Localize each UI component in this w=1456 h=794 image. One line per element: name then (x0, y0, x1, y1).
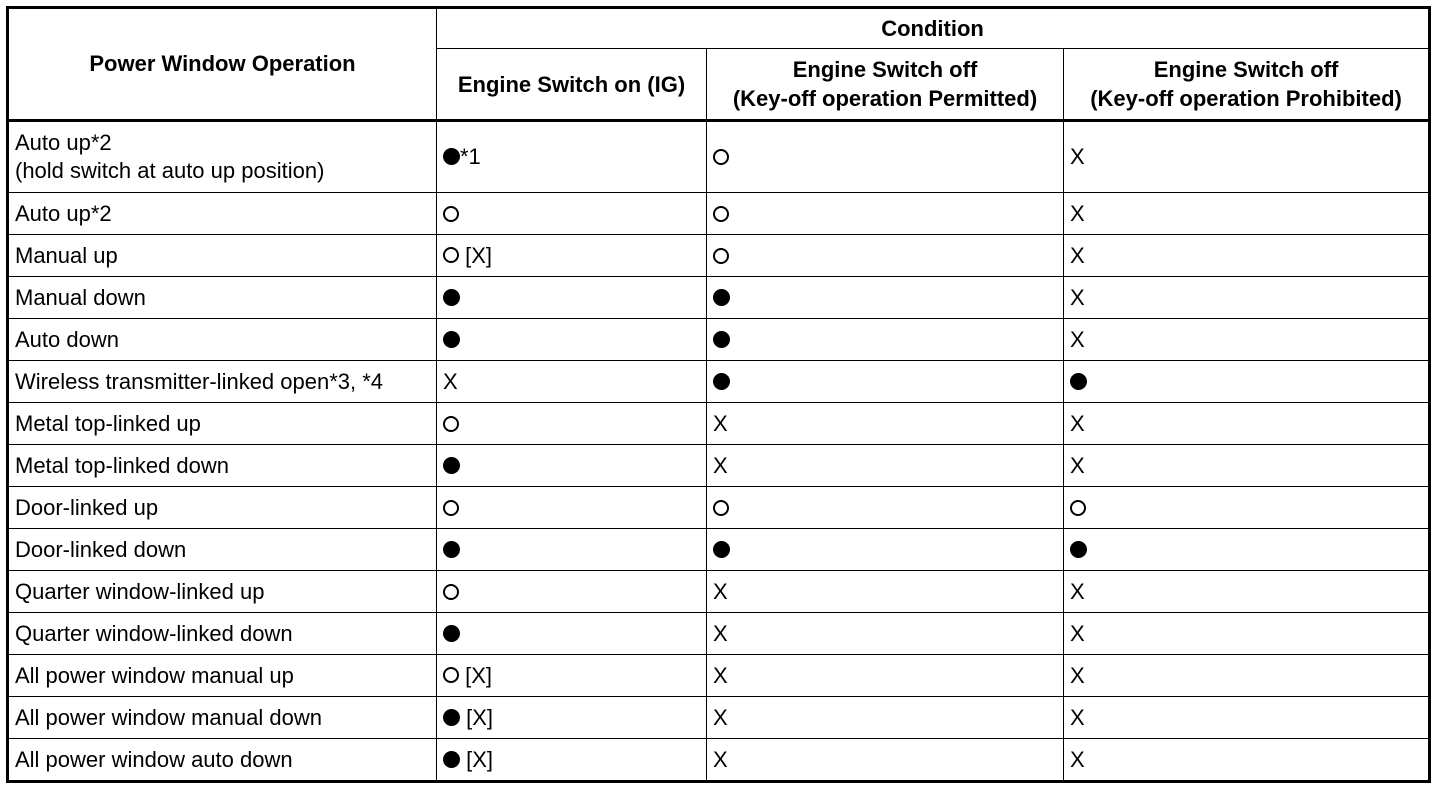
condition-cell (707, 121, 1064, 193)
condition-cell (707, 445, 1064, 487)
table-row (8, 529, 1430, 571)
open-circle-icon (713, 149, 729, 165)
operation-cell (8, 403, 437, 445)
document-page (6, 6, 1431, 783)
operation-label: Quarter window-linked up (15, 578, 265, 604)
power-window-operation-table (6, 6, 1431, 783)
filled-circle-icon (443, 541, 460, 558)
condition-cell (1064, 487, 1430, 529)
condition-cell (437, 655, 707, 697)
condition-cell (707, 529, 1064, 571)
operation-cell (8, 571, 437, 613)
header-condition: Condition (437, 8, 1430, 49)
x-mark: X (713, 747, 728, 773)
open-circle-icon (443, 500, 459, 516)
header-engine-off-prohibited-line2: (Key-off operation Prohibited) (1090, 86, 1402, 111)
operation-label: Auto down (15, 326, 119, 352)
condition-cell (707, 319, 1064, 361)
table-row (8, 697, 1430, 739)
condition-cell (707, 697, 1064, 739)
header-engine-on (437, 49, 707, 121)
condition-cell (707, 193, 1064, 235)
condition-cell (437, 613, 707, 655)
filled-circle-icon (443, 289, 460, 306)
x-mark: X (713, 453, 728, 479)
operation-cell (8, 529, 437, 571)
x-mark: X (713, 705, 728, 731)
condition-cell (1064, 403, 1430, 445)
open-circle-icon (1070, 500, 1086, 516)
condition-cell (437, 697, 707, 739)
open-circle-icon (713, 500, 729, 516)
filled-circle-icon (443, 625, 460, 642)
condition-cell (707, 571, 1064, 613)
cell-note: [X] (465, 663, 493, 689)
filled-circle-icon (713, 541, 730, 558)
condition-cell (1064, 361, 1430, 403)
x-mark: X (1070, 705, 1085, 731)
condition-cell (1064, 193, 1430, 235)
table-row (8, 121, 1430, 193)
filled-circle-icon (443, 148, 460, 165)
condition-cell (1064, 739, 1430, 782)
condition-cell (437, 121, 707, 193)
operation-label: Door-linked down (15, 536, 187, 562)
operation-cell (8, 235, 437, 277)
condition-cell (1064, 613, 1430, 655)
operation-cell (8, 613, 437, 655)
filled-circle-icon (1070, 373, 1087, 390)
operation-cell (8, 277, 437, 319)
x-mark: X (1070, 579, 1085, 605)
open-circle-icon (713, 248, 729, 264)
table-row (8, 277, 1430, 319)
operation-label: Auto up*2 (15, 130, 112, 155)
table-row (8, 193, 1430, 235)
operation-label: All power window manual down (15, 704, 322, 730)
condition-cell (1064, 697, 1430, 739)
x-mark: X (443, 369, 458, 395)
open-circle-icon (443, 584, 459, 600)
filled-circle-icon (443, 331, 460, 348)
operation-sublabel: (hold switch at auto up position) (15, 158, 325, 183)
operation-label: Wireless transmitter-linked open*3, *4 (15, 368, 384, 394)
operation-cell (8, 121, 437, 193)
x-mark: X (1070, 144, 1085, 170)
condition-cell (707, 655, 1064, 697)
x-mark: X (1070, 327, 1085, 353)
condition-cell (437, 487, 707, 529)
open-circle-icon (443, 206, 459, 222)
operation-label: All power window manual up (15, 662, 294, 688)
operation-label: Quarter window-linked down (15, 620, 293, 646)
condition-cell (707, 487, 1064, 529)
condition-cell (1064, 277, 1430, 319)
condition-cell (437, 319, 707, 361)
cell-note: *1 (460, 144, 481, 170)
filled-circle-icon (443, 751, 460, 768)
header-engine-off-permitted-line2: (Key-off operation Permitted) (732, 86, 1038, 111)
x-mark: X (1070, 453, 1085, 479)
filled-circle-icon (1070, 541, 1087, 558)
x-mark: X (1070, 285, 1085, 311)
table-row (8, 445, 1430, 487)
header-engine-off-prohibited-line1: Engine Switch off (1153, 57, 1339, 82)
operation-cell (8, 193, 437, 235)
x-mark: X (713, 663, 728, 689)
header-engine-off-prohibited (1064, 49, 1430, 121)
header-engine-on-label: Engine Switch on (IG) (457, 71, 686, 97)
condition-cell (437, 445, 707, 487)
table-row (8, 487, 1430, 529)
condition-cell (437, 571, 707, 613)
operation-label: All power window auto down (15, 746, 293, 772)
operation-label: Door-linked up (15, 494, 159, 520)
filled-circle-icon (713, 331, 730, 348)
operation-label: Manual down (15, 284, 146, 310)
condition-cell (707, 235, 1064, 277)
filled-circle-icon (443, 457, 460, 474)
condition-cell (1064, 445, 1430, 487)
operation-cell (8, 739, 437, 782)
x-mark: X (1070, 747, 1085, 773)
open-circle-icon (713, 206, 729, 222)
filled-circle-icon (713, 373, 730, 390)
cell-note: [X] (465, 243, 493, 269)
header-engine-off-permitted-line1: Engine Switch off (792, 57, 978, 82)
condition-cell (707, 361, 1064, 403)
condition-cell (437, 739, 707, 782)
table-row (8, 235, 1430, 277)
table-row (8, 613, 1430, 655)
x-mark: X (1070, 201, 1085, 227)
open-circle-icon (443, 667, 459, 683)
condition-cell (707, 277, 1064, 319)
table-row (8, 403, 1430, 445)
condition-cell (437, 403, 707, 445)
operation-label: Metal top-linked up (15, 410, 201, 436)
operation-cell (8, 697, 437, 739)
filled-circle-icon (443, 709, 460, 726)
cell-note: [X] (466, 747, 494, 773)
condition-cell (1064, 235, 1430, 277)
condition-cell (437, 235, 707, 277)
x-mark: X (713, 621, 728, 647)
condition-cell (437, 529, 707, 571)
x-mark: X (1070, 243, 1085, 269)
operation-cell (8, 319, 437, 361)
x-mark: X (1070, 621, 1085, 647)
condition-cell (1064, 655, 1430, 697)
table-row (8, 739, 1430, 782)
operation-cell (8, 361, 437, 403)
condition-cell (1064, 121, 1430, 193)
condition-cell (707, 613, 1064, 655)
condition-cell (437, 361, 707, 403)
condition-cell (1064, 571, 1430, 613)
header-engine-off-permitted (707, 49, 1064, 121)
table-row (8, 571, 1430, 613)
table-body (8, 121, 1430, 782)
x-mark: X (713, 579, 728, 605)
operation-cell (8, 487, 437, 529)
cell-note: [X] (466, 705, 494, 731)
x-mark: X (1070, 411, 1085, 437)
condition-cell (707, 739, 1064, 782)
filled-circle-icon (713, 289, 730, 306)
table-row (8, 319, 1430, 361)
operation-label: Auto up*2 (15, 200, 112, 226)
operation-cell (8, 445, 437, 487)
header-operation: Power Window Operation (8, 8, 437, 121)
x-mark: X (1070, 663, 1085, 689)
table-row (8, 361, 1430, 403)
table-row (8, 655, 1430, 697)
operation-cell (8, 655, 437, 697)
x-mark: X (713, 411, 728, 437)
open-circle-icon (443, 247, 459, 263)
condition-cell (1064, 529, 1430, 571)
condition-cell (437, 193, 707, 235)
condition-cell (437, 277, 707, 319)
condition-cell (707, 403, 1064, 445)
operation-label: Manual up (15, 242, 118, 268)
condition-cell (1064, 319, 1430, 361)
open-circle-icon (443, 416, 459, 432)
operation-label: Metal top-linked down (15, 452, 230, 478)
